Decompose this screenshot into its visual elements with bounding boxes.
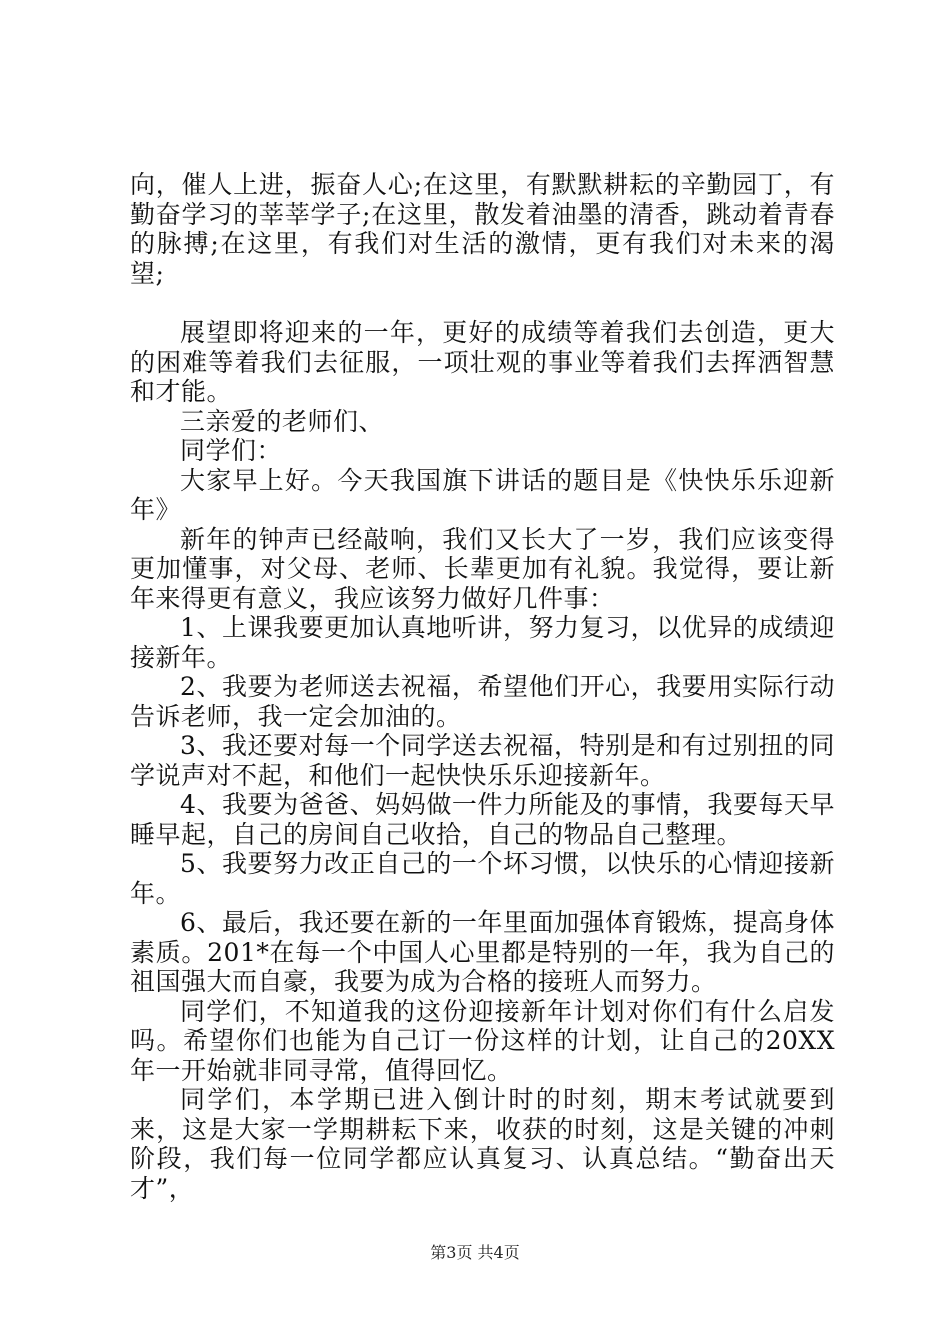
paragraph-gap <box>130 288 835 318</box>
list-item: 4、我要为爸爸、妈妈做一件力所能及的事情，我要每天早睡早起，自己的房间自己收拾，自己的物品自己整理。 <box>130 790 835 849</box>
list-item: 5、我要努力改正自己的一个坏习惯，以快乐的心情迎接新年。 <box>130 849 835 908</box>
paragraph: 展望即将迎来的一年，更好的成绩等着我们去创造，更大的困难等着我们去征服，一项壮观的事业等着我们去挥洒智慧和才能。 <box>130 318 835 406</box>
list-item: 3、我还要对每一个同学送去祝福，特别是和有过别扭的同学说声对不起，和他们一起快快乐乐迎接新年。 <box>130 731 835 790</box>
paragraph: 三亲爱的老师们、 <box>180 406 385 436</box>
list-item: 1、上课我要更加认真地听讲，努力复习，以优异的成绩迎接新年。 <box>130 613 835 672</box>
document-body <box>130 170 835 1203</box>
paragraph: 同学们，不知道我的这份迎接新年计划对你们有什么启发吗。希望你们也能为自己订一份这样的计划，让自己的20XX年一开始就非同寻常，值得回忆。 <box>130 996 835 1085</box>
list-item: 2、我要为老师送去祝福，希望他们开心，我要用实际行动告诉老师，我一定会加油的。 <box>130 672 835 731</box>
paragraph: 同学们： <box>180 436 283 465</box>
paragraph: 新年的钟声已经敲响，我们又长大了一岁，我们应该变得更加懂事，对父母、老师、长辈更加有礼貌。我觉得，要让新年来得更有意义，我应该努力做好几件事： <box>130 524 835 613</box>
page-number: 第3页 共4页 <box>430 1243 520 1262</box>
list-item: 6、最后，我还要在新的一年里面加强体育锻炼，提高身体素质。201*在每一个中国人心里都是特别的一年，我为自己的祖国强大而自豪，我要为成为合格的接班人而努力。 <box>130 908 835 996</box>
paragraph: 大家早上好。今天我国旗下讲话的题目是《快快乐乐迎新年》 <box>130 465 835 524</box>
paragraph: 向，催人上进，振奋人心;在这里，有默默耕耘的辛勤园丁，有勤奋学习的莘莘学子;在这里，散发着油墨的清香，跳动着青春的脉搏;在这里，有我们对生活的激情，更有我们对未来的渴望; <box>130 170 835 288</box>
paragraph: 同学们，本学期已进入倒计时的时刻，期末考试就要到来，这是大家一学期耕耘下来，收获的时刻，这是关键的冲刺阶段，我们每一位同学都应认真复习、认真总结。“勤奋出天才”， <box>130 1085 835 1203</box>
